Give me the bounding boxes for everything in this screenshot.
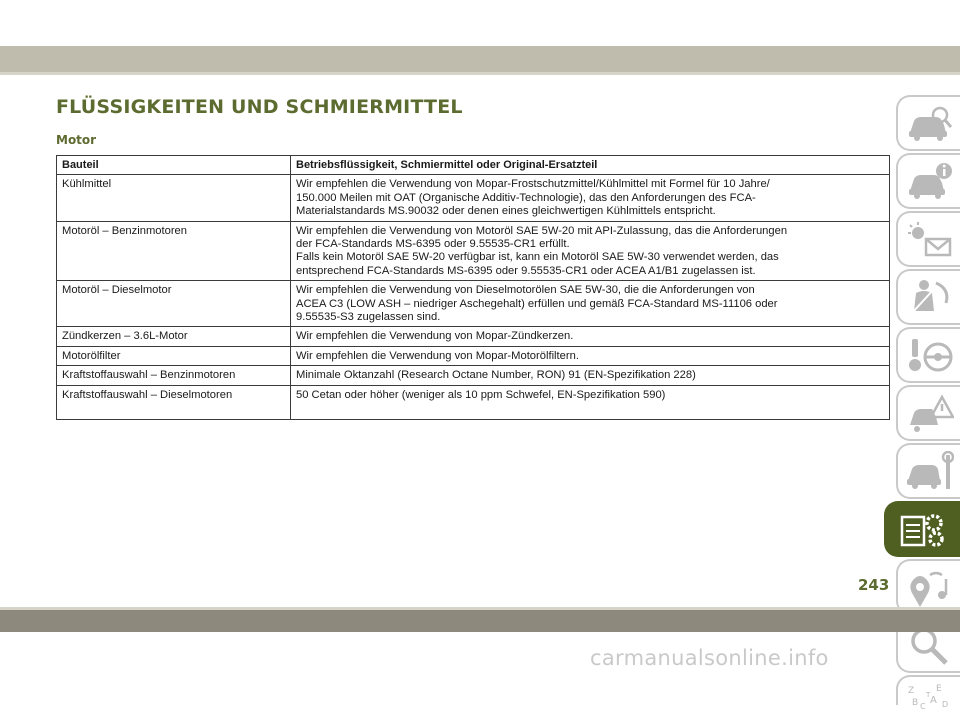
cell-fluid (291, 366, 890, 385)
index-letter: B (912, 698, 919, 708)
tab-servicing[interactable] (896, 443, 960, 499)
table-row (57, 366, 890, 385)
cell-fluid (291, 221, 890, 281)
cell-line: entsprechend FCA-Standards MS-6395 oder 9.55535-CR1 oder ACEA A1/B1 zugelassen ist. (296, 264, 756, 277)
index-letter: D (942, 700, 949, 709)
cell-line: der FCA-Standards MS-6395 oder 9.55535-CR1 erfüllt. (296, 238, 570, 251)
page-title: FLÜSSIGKEITEN UND SCHMIERMITTEL (56, 96, 463, 118)
index-letter: A (930, 695, 937, 706)
cell-fluid (291, 281, 890, 327)
specifications-gear-icon (900, 509, 948, 551)
multimedia-icon (906, 567, 954, 609)
section-title: Motor (56, 133, 97, 147)
table-header-row (57, 156, 890, 175)
cell-fluid (291, 175, 890, 221)
tab-instrument-panel[interactable] (896, 153, 960, 209)
table-row (57, 385, 890, 419)
table-row (57, 281, 890, 327)
cell-line: 50 Cetan oder höher (weniger als 10 ppm Schwefel, EN-Spezifikation 590) (296, 388, 666, 401)
cell-line: Wir empfehlen die Verwendung von Motoröl SAE 5W-20 mit API-Zulassung, das die Anforderungen (296, 224, 788, 237)
cell-line: Wir empfehlen die Verwendung von Mopar-Frostschutzmittel/Kühlmittel mit Formel für 10 Jahre/ (296, 178, 770, 191)
page-number: 243 (858, 576, 890, 594)
tab-index[interactable] (896, 675, 960, 709)
index-letter: C (920, 702, 926, 709)
table-row (57, 221, 890, 281)
cell-part: Kraftstoffauswahl – Dieselmotoren (57, 385, 291, 419)
header-fluid: Betriebsflüssigkeit, Schmiermittel oder Original-Ersatzteil (291, 156, 890, 175)
cell-fluid (291, 385, 890, 419)
cell-line: 150.000 Meilen mit OAT (Organische Additiv-Technologie), das den Anforderungen des FCA- (296, 191, 756, 204)
cell-line: Materialstandards MS.90032 oder denen eines gleichwertigen Kühlmittels entspricht. (296, 205, 716, 218)
cell-fluid (291, 346, 890, 365)
cell-line: Wir empfehlen die Verwendung von Mopar-Motorölfiltern. (296, 349, 579, 362)
car-hazard-icon (906, 393, 954, 435)
header-part: Bauteil (57, 156, 291, 175)
cell-line: Wir empfehlen die Verwendung von Dieselmotorölen SAE 5W-30, die die Anforderungen von (296, 284, 755, 297)
tab-technical-specifications[interactable] (884, 501, 960, 557)
cell-line: Wir empfehlen die Verwendung von Mopar-Zündkerzen. (296, 330, 574, 343)
index-letter: E (936, 684, 942, 694)
tab-warning-lights[interactable] (896, 211, 960, 267)
cell-part: Zündkerzen – 3.6L-Motor (57, 327, 291, 346)
cell-fluid (291, 327, 890, 346)
cell-line: ACEA C3 (LOW ASH – niedriger Aschegehalt) erfüllen und gemäß FCA-Standard MS-11106 oder (296, 297, 778, 310)
index-letter: T (926, 691, 931, 699)
cell-part: Motoröl – Benzinmotoren (57, 221, 291, 281)
cell-line: Falls kein Motoröl SAE 5W-20 verfügbar ist, kann ein Motoröl SAE 5W-30 verwendet werden, das (296, 251, 779, 264)
cell-part: Motoröl – Dieselmotor (57, 281, 291, 327)
cell-part: Kraftstoffauswahl – Benzinmotoren (57, 366, 291, 385)
top-decor-band (0, 46, 960, 72)
top-decor-line (0, 72, 960, 75)
table-row (57, 175, 890, 221)
table-row (57, 327, 890, 346)
watermark-text: carmanualsonline.info (590, 646, 829, 670)
car-wrench-icon (906, 451, 954, 493)
cell-line: Minimale Oktanzahl (Research Octane Number, RON) 91 (EN-Spezifikation 228) (296, 369, 696, 382)
cell-part: Kühlmittel (57, 175, 291, 221)
airbag-seatbelt-icon (906, 277, 954, 319)
steering-wheel-icon (906, 335, 954, 377)
tab-getting-to-know[interactable] (896, 95, 960, 151)
bottom-decor-band (0, 610, 960, 632)
tab-safety[interactable] (896, 269, 960, 325)
car-magnifier-icon (906, 103, 954, 145)
car-info-icon (906, 161, 954, 203)
warning-lights-mail-icon (906, 219, 954, 261)
index-letter: Z (908, 686, 915, 696)
cell-part: Motorölfilter (57, 346, 291, 365)
cell-line: 9.55535-S3 zugelassen sind. (296, 311, 441, 324)
table-row (57, 346, 890, 365)
tab-starting-operating[interactable] (896, 327, 960, 383)
tab-emergencies[interactable] (896, 385, 960, 441)
index-letters-icon (906, 683, 954, 709)
fluids-table (56, 155, 890, 420)
